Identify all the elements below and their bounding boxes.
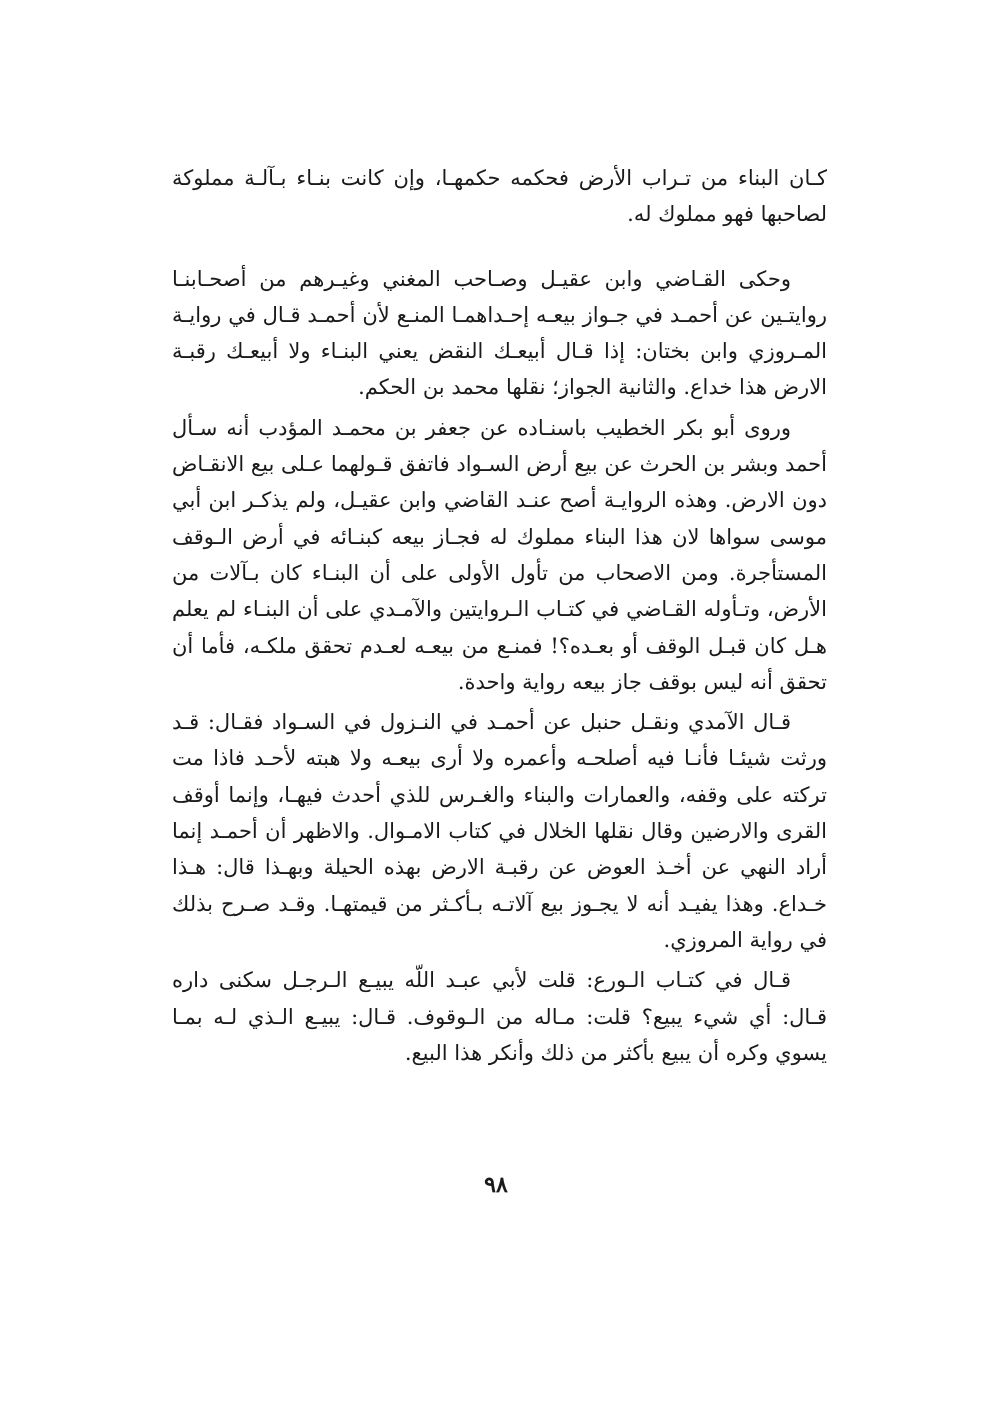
paragraph-2: وحكى القـاضي وابن عقيـل وصـاحب المغني وغيـرهم من أصحـابنـا روايتـين عن أحمـد في جـواز بيعـه إحـداهمـا المنـع لأن أحمـد قـال في روايـة المـروزي وابن بختان: إذا قـال أبيعـك النقض يعني البنـاء ولا أبيعـك رقبـة الارض هذا خداع. والثانية الجواز؛ نقلها محمد بن الحكم.	[172, 266, 827, 400]
paragraph-5: قـال في كتـاب الـورع: قلت لأبي عبـد اللّه يبيـع الـرجـل سكنى داره قـال: أي شيء يبيع؟ قلت: مـاله من الـوقوف. قـال: يبيـع الـذي لـه بمـا يسوي وكره أن يبيع بأكثر من ذلك وأنكر هذا البيع.	[172, 968, 827, 1065]
page-number: ٩٨	[484, 1172, 508, 1198]
paragraph-1: كـان البناء من تـراب الأرض فحكمه حكمهـا، وإن كانت بنـاء بـآلـة مملوكة لصاحبها فهو مملوك له.	[172, 166, 827, 227]
paragraph-4: قـال الآمدي ونقـل حنبل عن أحمـد في النـزول في السـواد فقـال: قـد ورثت شيئـا فأنـا فيه أصلحـه وأعمره ولا أرى بيعـه ولا هبته لأحـد فاذا مت تركته على وقفه، والعمارات والبناء والغـرس للذي أحدث فيهـا، وإنما أوقف القرى والارضين وقال نقلها الخلال في كتاب الامـوال. والاظهر أن أحمـد إنما أراد النهي عن أخـذ العوض عن رقبـة الارض بهذه الحيلة وبهـذا قال: هـذا خـداع. وهذا يفيـد أنه لا يجـوز بيع آلاتـه بـأكـثر من قيمتهـا. وقـد صـرح بذلك في رواية المروزي.	[172, 710, 827, 952]
body-text	[172, 160, 827, 1071]
paragraph-3: وروى أبو بكر الخطيب باسنـاده عن جعفر بن محمـد المؤدب أنه سـأل أحمد وبشر بن الحرث عن بيع أرض السـواد فاتفق قـولهما عـلى بيع الانقـاض دون الارض. وهذه الروايـة أصح عنـد القاضي وابن عقيـل، ولم يذكـر ابن أبي موسى سواها لان هذا البناء مملوك له فجـاز بيعه كبنـائه في أرض الـوقف المستأجرة. ومن الاصحاب من تأول الأولى على أن البنـاء كان بـآلات من الأرض، وتـأوله القـاضي في كتـاب الـروايتين والآمـدي على أن البنـاء لم يعلم هـل كان قبـل الوقف أو بعـده؟! فمنـع من بيعـه لعـدم تحقق ملكـه، فأما أن تحقق أنه ليس بوقف جاز بيعه رواية واحدة.	[172, 415, 827, 694]
